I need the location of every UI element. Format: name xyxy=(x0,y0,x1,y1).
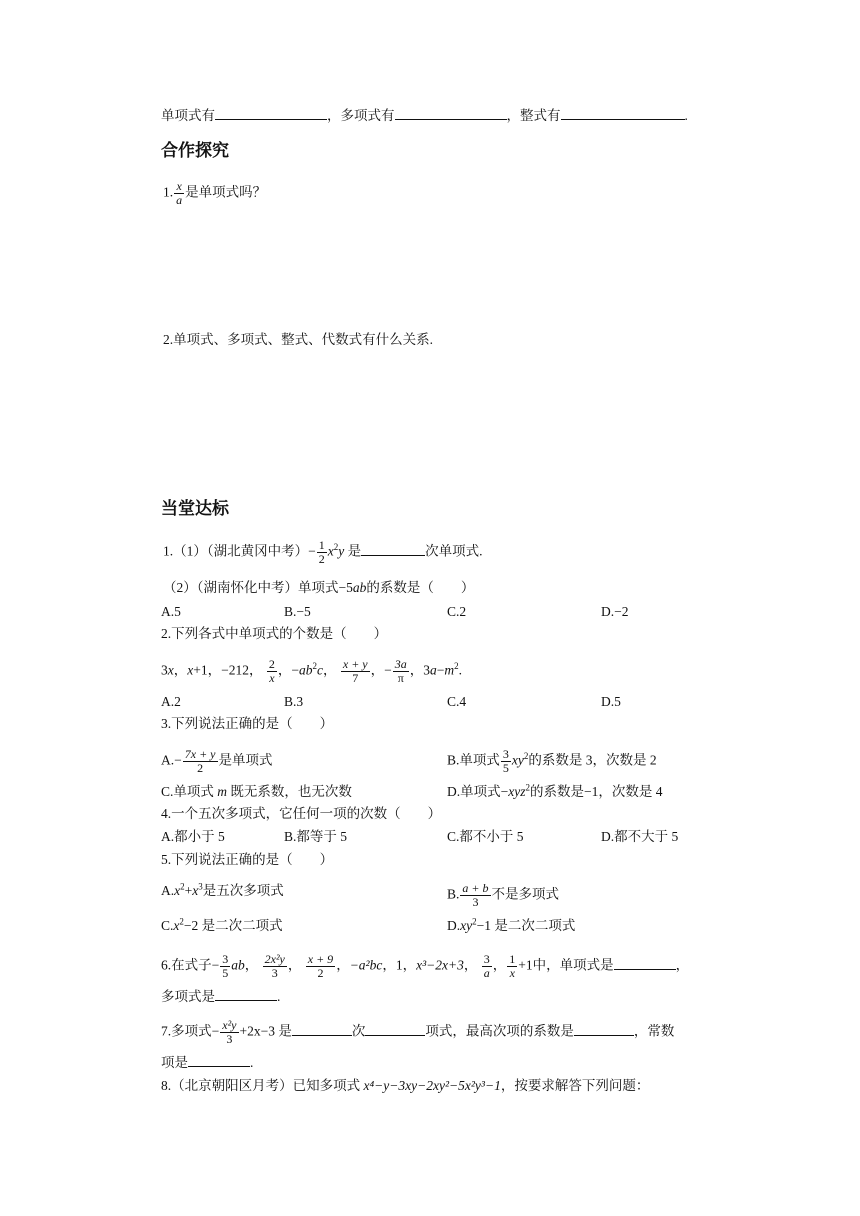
q1-option-d[interactable]: D.−2 xyxy=(601,604,629,619)
q1-option-c[interactable]: C.2 xyxy=(447,604,467,619)
answer-blank[interactable] xyxy=(215,987,277,1001)
q3-option-c[interactable]: C.单项式 m 既无系数，也无次数 xyxy=(161,784,352,799)
question-7-line-1: 7.多项式− $\frac{\text{x²y}}{3}$ +2x−3 是 次 项式，最高次项的系数是 ，常数 xyxy=(161,1018,675,1046)
q2-option-a[interactable]: A.2 xyxy=(161,694,181,709)
answer-blank[interactable] xyxy=(361,542,425,556)
q5-option-d[interactable]: $D.xy^2-1$ 是二次二项式 xyxy=(447,916,576,933)
q1-option-a[interactable]: A.5 xyxy=(161,604,181,619)
fraction-7x-plus-y-over-2: $\frac{7x + y}{2}$ xyxy=(184,747,216,775)
section-title-practice: 当堂达标 xyxy=(161,499,229,519)
fraction-2-over-x: $\frac{2}{x}$ xyxy=(268,657,275,685)
answer-blank[interactable] xyxy=(574,1022,634,1036)
fraction-x2y-over-3: $\frac{\text{x²y}}{3}$ xyxy=(222,1018,237,1046)
fraction-x-over-a: $\frac{x}{a}$ xyxy=(176,179,183,207)
question-1-part-2: （2）（湖南怀化中考）单项式−5ab的系数是（ ） xyxy=(163,580,475,595)
explore-question-1: 1. $\frac{x}{a}$ 是单项式吗？ xyxy=(163,179,267,207)
fraction-1-over-x: $\frac{1}{x}$ xyxy=(509,952,516,980)
fraction-3-over-a: $\frac{3}{a}$ xyxy=(483,952,490,980)
q4-option-a[interactable]: A.都小于 5 xyxy=(161,829,225,844)
answer-blank[interactable] xyxy=(292,1022,352,1036)
question-6-line-2: 多项式是 . xyxy=(161,989,281,1004)
q2-option-b[interactable]: B.3 xyxy=(284,694,304,709)
q3-option-a[interactable]: A.− $\frac{7x + y}{2}$ 是单项式 xyxy=(161,747,273,775)
question-6-line-1: 6.在式子− $\frac{3}{5}$ ab， $\frac{\text{2x²y}}{3}$ ， $\frac{x + 9}{2}$ ，−a²bc，1，x³−2x+3， $\frac{3}{a}$ ， $\frac{1}{x}$ +1中，单项式是 ， xyxy=(161,952,690,980)
answer-blank[interactable] xyxy=(365,1022,425,1036)
q4-option-b[interactable]: B.都等于 5 xyxy=(284,829,348,844)
q2-option-c[interactable]: C.4 xyxy=(447,694,467,709)
answer-blank[interactable] xyxy=(215,106,327,120)
question-2-stem: 2.下列各式中单项式的个数是（ ） xyxy=(161,626,388,641)
fraction-one-half: $\frac{1}{2}$ xyxy=(318,538,325,566)
fraction-3a-over-pi: $\frac{3a}{\pi}$ xyxy=(394,657,407,685)
q4-option-c[interactable]: C.都不小于 5 xyxy=(447,829,524,844)
answer-blank[interactable] xyxy=(188,1053,250,1067)
fraction-x-plus-9-over-2: $\frac{x + 9}{2}$ xyxy=(307,952,334,980)
explore-question-2: 2.单项式、多项式、整式、代数式有什么关系. xyxy=(163,332,433,347)
question-2-expressions: 3x，x+1，−212， $\frac{2}{x}$ ，$-ab^2c$， $\frac{x + y}{7}$ ，− $\frac{3a}{\pi}$ ，$3a-m^2$. xyxy=(161,657,462,685)
q5-option-b[interactable]: B. $\frac{a + b}{3}$ 不是多项式 xyxy=(447,881,559,909)
q3-option-b[interactable]: B.单项式 $\frac{3}{5}$ $xy^2$的系数是 3，次数是 2 xyxy=(447,747,657,775)
answer-blank[interactable] xyxy=(395,106,507,120)
q4-option-d[interactable]: D.都不大于 5 xyxy=(601,829,679,844)
question-7-line-2: 项是 . xyxy=(161,1055,254,1070)
q3-option-d[interactable]: D.单项式−xyz$^2$的系数是−1，次数是 4 xyxy=(447,782,663,799)
answer-blank[interactable] xyxy=(561,106,685,120)
fraction-3-over-5: $\frac{3}{5}$ xyxy=(222,952,229,980)
question-5-stem: 5.下列说法正确的是（ ） xyxy=(161,852,334,867)
section-title-explore: 合作探究 xyxy=(161,141,229,161)
fraction-2x2y-over-3: $\frac{\text{2x²y}}{3}$ xyxy=(264,952,285,980)
answer-blank[interactable] xyxy=(614,956,676,970)
q5-option-a[interactable]: $A.x^2+x^3$是五次多项式 xyxy=(161,881,284,898)
fraction-x-plus-y-over-7: $\frac{x + y}{7}$ xyxy=(342,657,368,685)
q2-option-d[interactable]: D.5 xyxy=(601,694,621,709)
q5-option-c[interactable]: $C.x^2-2$ 是二次二项式 xyxy=(161,916,283,933)
question-4-stem: 4.一个五次多项式，它任何一项的次数（ ） xyxy=(161,806,442,821)
fraction-a-plus-b-over-3: $\frac{a + b}{3}$ xyxy=(462,881,489,909)
top-fill-line: 单项式有 ，多项式有 ，整式有 . xyxy=(161,108,688,123)
question-1-part-1: 1.（1）（湖北黄冈中考）− $\frac{1}{2}$ $x^2y$ 是 次单项式. xyxy=(163,538,483,566)
question-8-stem: 8.（北京朝阳区月考）已知多项式 x⁴−y−3xy−2xy²−5x²y³−1，按要求解答下列问题： xyxy=(161,1078,650,1093)
fraction-3-over-5: $\frac{3}{5}$ xyxy=(502,747,509,775)
question-3-stem: 3.下列说法正确的是（ ） xyxy=(161,716,334,731)
q1-option-b[interactable]: B.−5 xyxy=(284,604,311,619)
